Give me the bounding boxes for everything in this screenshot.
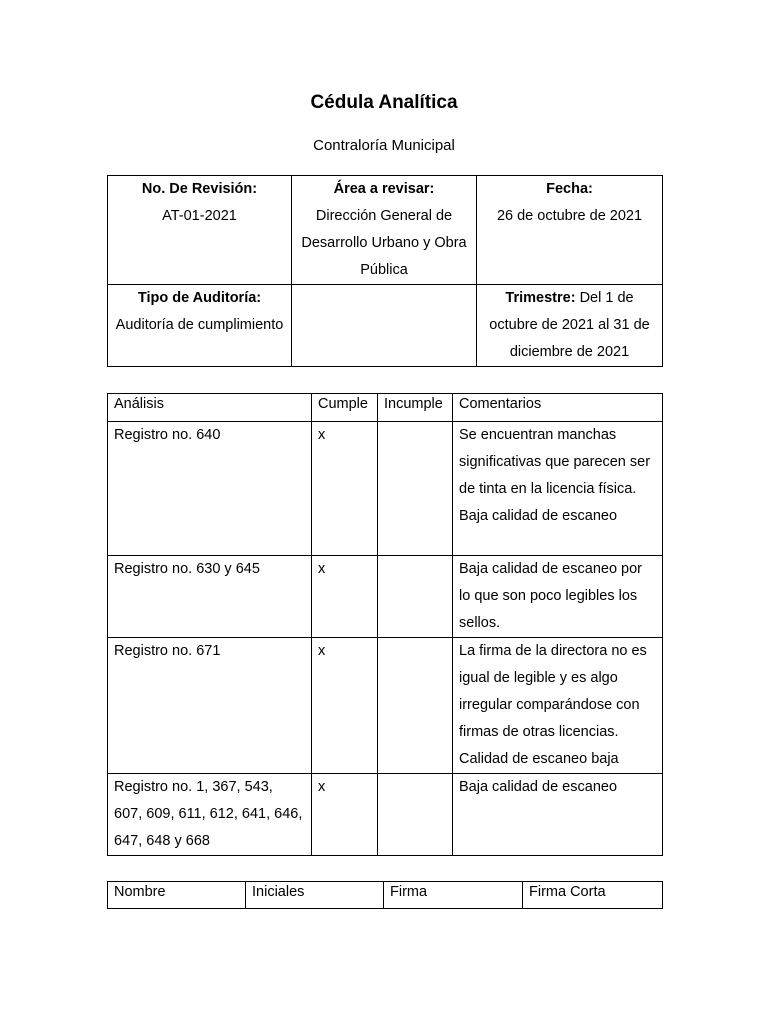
table-row <box>108 774 663 856</box>
date-cell <box>477 176 663 285</box>
comentarios-cell: La firma de la directora no es igual de legible y es algo irregular comparándose con firmas de otras licencias. Calidad de escaneo baja <box>453 638 663 774</box>
table-header-row <box>108 882 663 909</box>
analysis-cell: Registro no. 671 <box>108 638 312 774</box>
column-header-cumple: Cumple <box>312 394 378 422</box>
analysis-cell: Registro no. 1, 367, 543, 607, 609, 611, 612, 641, 646, 647, 648 y 668 <box>108 774 312 856</box>
column-header-nombre: Nombre <box>108 882 246 909</box>
analysis-cell: Registro no. 630 y 645 <box>108 556 312 638</box>
audit-info-table <box>107 175 663 367</box>
revision-cell <box>108 176 292 285</box>
column-header-firma: Firma <box>384 882 523 909</box>
table-row <box>108 422 663 556</box>
incumple-cell <box>378 422 453 556</box>
signature-table <box>107 881 663 909</box>
column-header-iniciales: Iniciales <box>246 882 384 909</box>
revision-value: AT-01-2021 <box>162 208 237 224</box>
column-header-firma-corta: Firma Corta <box>523 882 663 909</box>
table-header-row <box>108 394 663 422</box>
quarter-value: Del 1 de octubre de 2021 al 31 de diciembre de 2021 <box>489 290 650 360</box>
audit-info-row <box>108 176 663 285</box>
area-value: Dirección General de Desarrollo Urbano y Obra Pública <box>301 208 467 278</box>
column-header-analisis: Análisis <box>108 394 312 422</box>
empty-cell <box>292 285 477 367</box>
incumple-cell <box>378 774 453 856</box>
audit-type-value: Auditoría de cumplimiento <box>115 317 284 333</box>
cumple-cell: x <box>312 422 378 556</box>
area-label: Área a revisar: <box>333 181 435 197</box>
audit-type-cell <box>108 285 292 367</box>
quarter-label: Trimestre: <box>505 290 576 306</box>
incumple-cell <box>378 638 453 774</box>
cumple-cell: x <box>312 638 378 774</box>
comentarios-cell: Baja calidad de escaneo por lo que son poco legibles los sellos. <box>453 556 663 638</box>
cumple-cell: x <box>312 556 378 638</box>
analysis-table <box>107 393 663 856</box>
audit-type-label: Tipo de Auditoría: <box>137 290 262 306</box>
incumple-cell <box>378 556 453 638</box>
column-header-incumple: Incumple <box>378 394 453 422</box>
comentarios-cell: Se encuentran manchas significativas que parecen ser de tinta en la licencia física. Baja calidad de escaneo <box>453 422 663 556</box>
table-row <box>108 638 663 774</box>
comentarios-cell: Baja calidad de escaneo <box>453 774 663 856</box>
column-header-comentarios: Comentarios <box>453 394 663 422</box>
audit-info-row <box>108 285 663 367</box>
table-row <box>108 556 663 638</box>
revision-label: No. De Revisión: <box>141 181 258 197</box>
cumple-cell: x <box>312 774 378 856</box>
document-title: Cédula Analítica <box>310 92 458 113</box>
analysis-cell: Registro no. 640 <box>108 422 312 556</box>
date-label: Fecha: <box>546 181 593 197</box>
area-cell <box>292 176 477 285</box>
quarter-cell <box>477 285 663 367</box>
document-subtitle: Contraloría Municipal <box>313 137 455 154</box>
date-value: 26 de octubre de 2021 <box>496 208 643 224</box>
